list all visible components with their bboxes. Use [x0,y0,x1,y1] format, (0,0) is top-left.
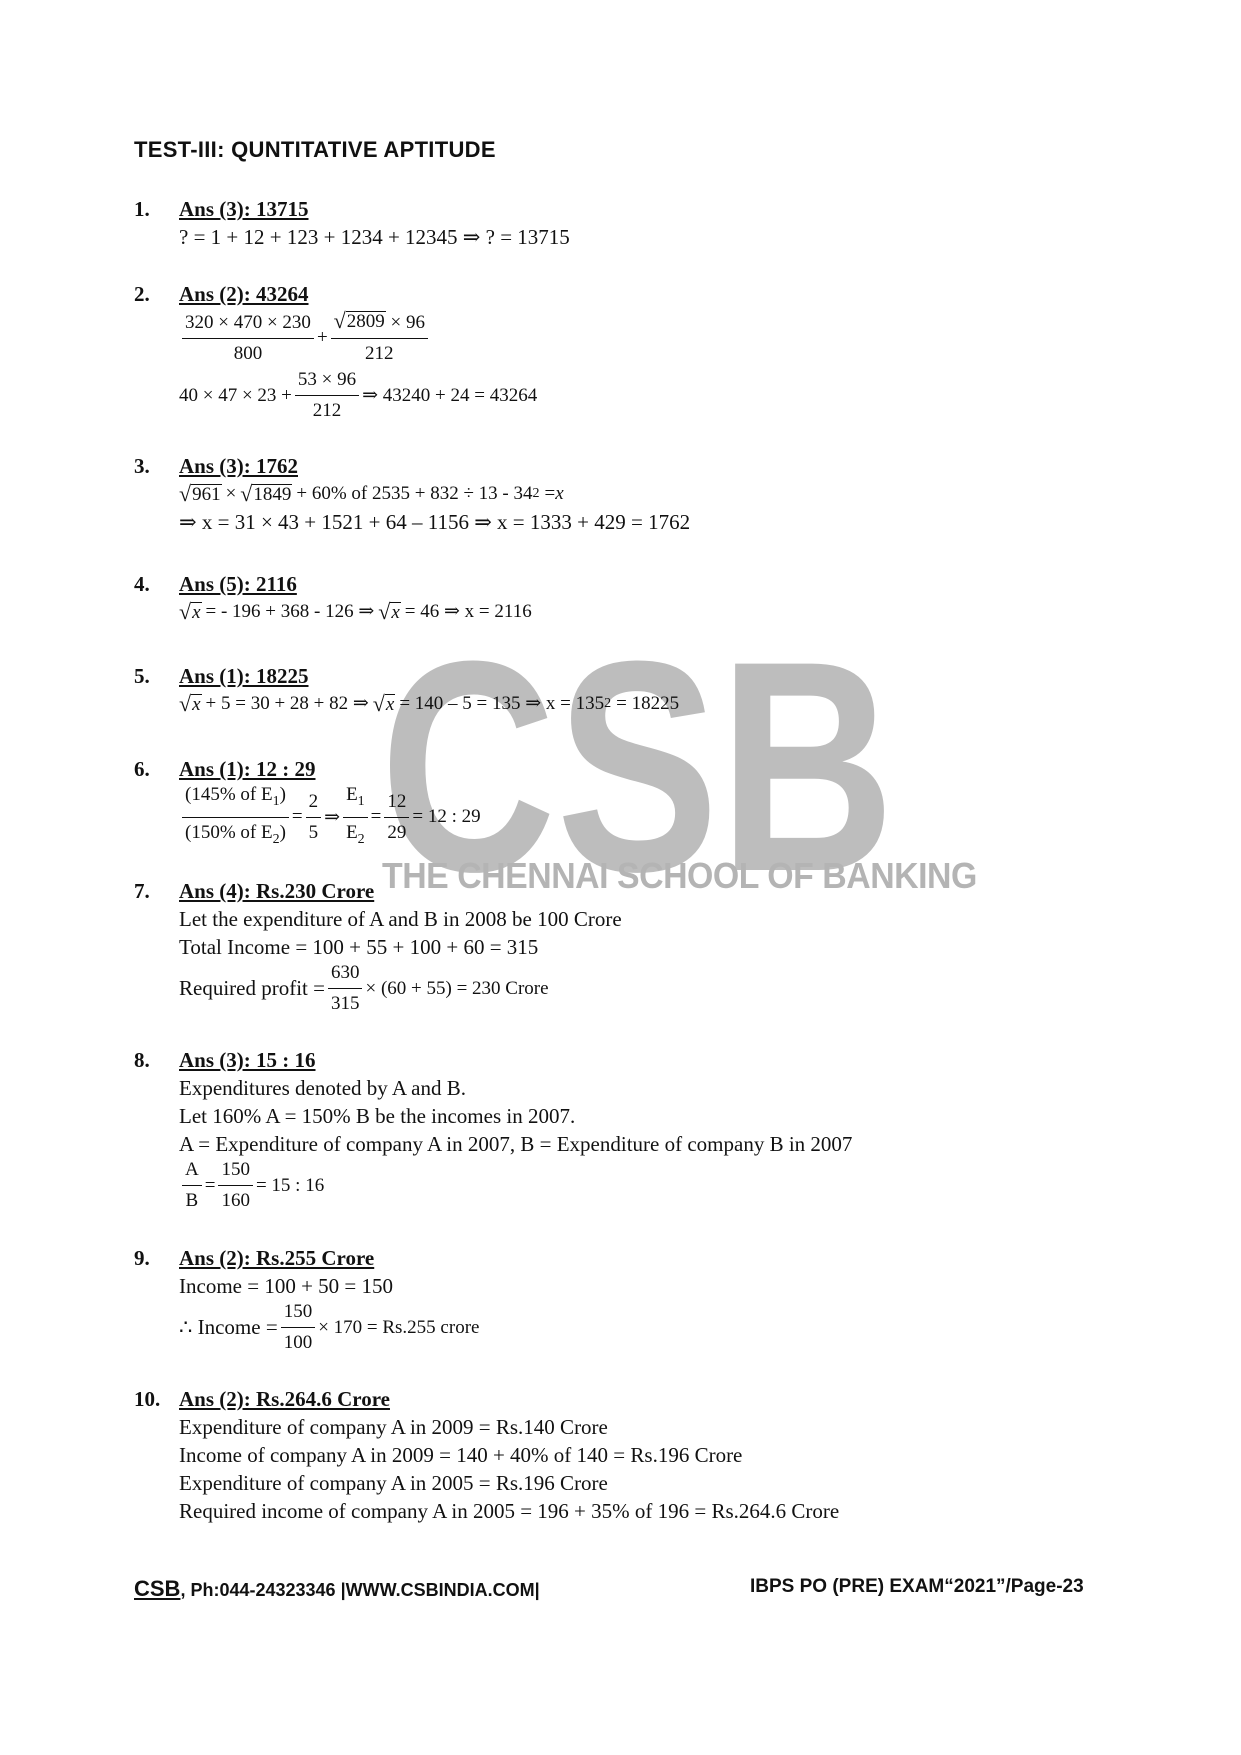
solution-line: Expenditures denoted by A and B. [179,1076,466,1100]
question-number: 4. [134,572,150,596]
fraction: $\frac{12}{29}$ [384,790,409,845]
question-number: 5. [134,664,150,688]
footer-brand: CSB [134,1576,181,1601]
question-number: 3. [134,454,150,478]
answer-label: Ans (2): Rs.264.6 Crore [179,1387,390,1411]
question-number: 9. [134,1246,150,1270]
answer-label: Ans (4): Rs.230 Crore [179,879,375,903]
solution-line: √ x = - 196 + 368 - 126 ⇒ √ x = 46 ⇒ x = 2116 [179,599,532,624]
question-number: 8. [134,1048,150,1072]
solution-line: $\frac{320 \times 470 \times 230}{800}$ + √ 2809 × 96 212 [179,310,1179,366]
fraction: $\frac{630}{315}$ [328,961,363,1016]
question-number: 6. [134,757,150,781]
solution-line: 40 × 47 × 23 + $\frac{53 \times 96}{212}$ ⇒ 43240 + 24 = 43264 [179,369,538,421]
question-number: 1. [134,197,150,221]
footer-contact [134,1576,540,1602]
solution-line: Income of company A in 2009 = 140 + 40% of 140 = Rs.196 Crore [179,1443,743,1467]
solution-line: Let 160% A = 150% B be the incomes in 2007. [179,1104,576,1128]
answer-label: Ans (1): 12 : 29 [179,757,316,781]
solution-line: Income = 100 + 50 = 150 [179,1274,393,1298]
answer-label: Ans (1): 18225 [179,664,309,688]
solution-line: ? = 1 + 12 + 123 + 1234 + 12345 ⇒ ? = 13715 [179,225,570,249]
fraction: $\frac{E_1}{E_2}$ [343,783,368,852]
sqrt: √ x [179,599,201,624]
sqrt: √ 2809 [333,308,385,333]
footer-page-label: IBPS PO (PRE) EXAM“2021”/Page-23 [750,1576,1084,1597]
solution-line: $\frac{(145\% of E_1)}{(150\% of E_2)}$ = $\frac{2}{5}$ ⇒ $\frac{E_1}{E_2}$ = $\frac{12}{29}$ = 12 : 29 [179,783,1179,852]
fraction: √ 2809 × 96 212 [331,310,428,366]
sqrt: √ 961 [179,481,221,506]
solution-line: Let the expenditure of A and B in 2008 be 100 Crore [179,907,622,931]
sqrt: √ 1849 [240,481,292,506]
question-number: 7. [134,879,150,903]
question-number: 2. [134,282,150,306]
solution-line: Required income of company A in 2005 = 196 + 35% of 196 = Rs.264.6 Crore [179,1499,840,1523]
solution-line: Expenditure of company A in 2009 = Rs.140 Crore [179,1415,608,1439]
fraction: $\frac{(145\% of E_1)}{(150\% of E_2)}$ [182,783,289,852]
solution-line: √ x + 5 = 30 + 28 + 82 ⇒ √ x = 140 – 5 = 135 ⇒ x = 135 2 = 18225 [179,691,680,716]
solution-line: Required profit = $\frac{630}{315}$ × (60 + 55) = 230 Crore [179,962,549,1014]
sqrt: √ x [179,691,201,716]
watermark-subtitle: THE CHENNAI SCHOOL OF BANKING [382,855,977,896]
answer-label: Ans (3): 15 : 16 [179,1048,316,1072]
fraction: $\frac{2}{5}$ [306,790,322,845]
answer-label: Ans (3): 13715 [179,197,309,221]
solution-line: ⇒ x = 31 × 43 + 1521 + 64 – 1156 ⇒ x = 1333 + 429 = 1762 [179,510,691,534]
answer-label: Ans (3): 1762 [179,454,298,478]
solution-line: ∴ Income = $\frac{150}{100}$ × 170 = Rs.255 crore [179,1301,480,1353]
solution-line: $\frac{A}{B}$ = $\frac{150}{160}$ = 15 : 16 [179,1158,1179,1213]
solution-line: A = Expenditure of company A in 2007, B = Expenditure of company B in 2007 [179,1132,853,1156]
solution-line: Total Income = 100 + 55 + 100 + 60 = 315 [179,935,539,959]
fraction: $\frac{320 \times 470 \times 230}{800}$ [182,311,314,366]
sqrt: √ x [372,691,395,716]
section-heading: TEST-III: QUNTITATIVE APTITUDE [134,137,496,162]
fraction: $\frac{150}{160}$ [218,1158,253,1213]
watermark-logo-text: CSB [380,600,895,900]
fraction: $\frac{A}{B}$ [182,1158,202,1213]
sqrt: √ x [378,599,400,624]
fraction: $\frac{53 \times 96}{212}$ [295,368,359,423]
footer-phone-website: , Ph:044-24323346 |WWW.CSBINDIA.COM| [180,1580,540,1600]
fraction: $\frac{150}{100}$ [281,1300,316,1355]
answer-label: Ans (2): 43264 [179,282,309,306]
solution-line: √ 961 × √ 1849 + 60% of 2535 + 832 ÷ 13 - 34 2 = x [179,481,564,506]
question-number: 10. [134,1387,161,1411]
answer-label: Ans (2): Rs.255 Crore [179,1246,375,1270]
solution-line: Expenditure of company A in 2005 = Rs.196 Crore [179,1471,608,1495]
answer-label: Ans (5): 2116 [179,572,297,596]
